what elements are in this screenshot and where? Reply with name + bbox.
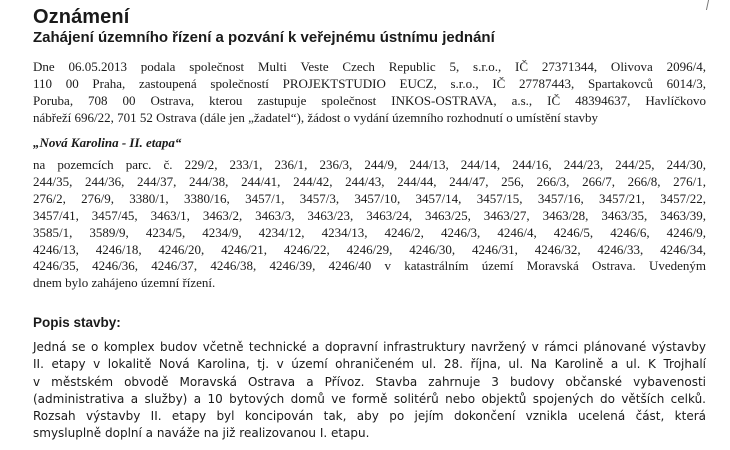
description-line: Rozsah výstavby II. etapy byl koncipován tak, aby po jejím dokončení vznikla ucelená část, která (33, 409, 706, 424)
parcel-line: 4246/35, 4246/36, 4246/37, 4246/38, 4246/39, 4246/40 v katastrálním území Moravská Ostrava. Uvedeným (33, 258, 706, 274)
intro-line: Dne 06.05.2013 podala společnost Multi Veste Czech Republic 5, s.r.o., IČ 27371344, Olivova 2096/4, (33, 59, 706, 74)
parcel-line: 276/2, 276/9, 3380/1, 3380/16, 3457/1, 3457/3, 3457/10, 3457/14, 3457/15, 3457/16, 3457/21, 3457/22, (33, 190, 706, 206)
description-line: smysluplně doplní a naváže na již realizovanou I. etapu. (33, 426, 370, 441)
parcel-line: 244/35, 244/36, 244/37, 244/38, 244/41, 244/42, 244/43, 244/44, 244/47, 256, 266/3, 266/7, 266/8, 276/1, (33, 173, 706, 189)
description-line: v městském obvodě Moravská Ostrava a Přívoz. Stavba zahrnuje 3 budovy občanské vybavenosti (33, 374, 706, 389)
section-title: Popis stavby: (33, 315, 121, 330)
project-name: „Nová Karolina - II. etapa“ (33, 135, 182, 150)
intro-line: Poruba, 708 00 Ostrava, kterou zastupuje společnost INKOS-OSTRAVA, a.s., IČ 48394637, Havlíčkovo (33, 93, 706, 108)
notice-title: Oznámení (33, 6, 130, 28)
parcel-paragraph (33, 157, 706, 292)
description-line: (administrativa a služby) a 10 bytových domů ve formě solitérů nebo objektů spojených do větších celků. (33, 391, 706, 406)
pen-mark (704, 0, 709, 10)
description-paragraph (33, 339, 706, 443)
parcel-line: 4246/13, 4246/18, 4246/20, 4246/21, 4246/22, 4246/29, 4246/30, 4246/31, 4246/32, 4246/33, 4246/34, (33, 241, 706, 257)
description-line: Jedná se o komplex budov včetně technické a dopravní infrastruktury navržený v rámci plánované výstavby (33, 340, 706, 354)
intro-line: 110 00 Praha, zastoupená společností PROJEKTSTUDIO EUCZ, s.r.o., IČ 27787443, Spartakovců 6014/3, (33, 76, 706, 91)
intro-paragraph (33, 58, 706, 126)
intro-line: nábřeží 696/22, 701 52 Ostrava (dále jen „žadatel“), žádost o vydání územního rozhodnutí o umístění stavby (33, 110, 598, 125)
description-line: II. etapy v lokalitě Nová Karolina, tj. v území ohraničeném ul. 28. října, ul. Na Karolině a ul. K Trojhalí (33, 357, 706, 372)
parcel-line: 3585/1, 3589/9, 4234/5, 4234/9, 4234/12, 4234/13, 4246/2, 4246/3, 4246/4, 4246/5, 4246/6, 4246/9, (33, 224, 706, 240)
parcel-line: dnem bylo zahájeno územní řízení. (33, 275, 216, 291)
notice-subtitle: Zahájení územního řízení a pozvání k veřejnému ústnímu jednání (33, 29, 495, 46)
parcel-line: 3457/41, 3457/45, 3463/1, 3463/2, 3463/3, 3463/23, 3463/24, 3463/25, 3463/27, 3463/28, 3463/35, 3463/39, (33, 207, 706, 223)
parcel-line: na pozemcích parc. č. 229/2, 233/1, 236/1, 236/3, 244/9, 244/13, 244/14, 244/16, 244/23, 244/25, 244/30, (33, 157, 706, 172)
